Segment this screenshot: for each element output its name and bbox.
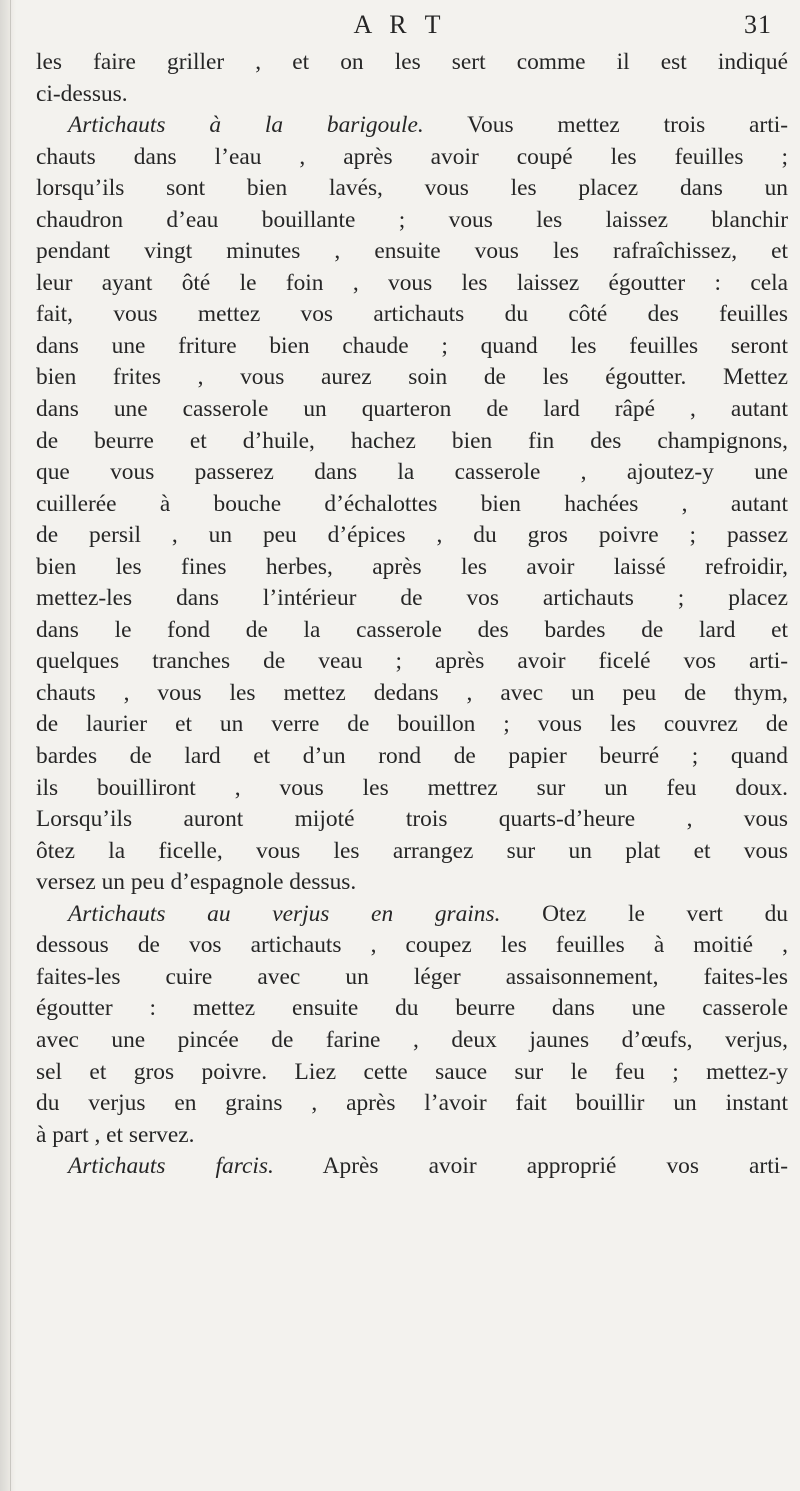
line-text: ci-dessus.: [36, 80, 128, 107]
page-binding-edge: [0, 0, 16, 1491]
line-text: versez un peu d’espagnole dessus.: [36, 869, 357, 896]
line-text: chaudron d’eau bouillante ; vous les laissez blanchir: [36, 206, 788, 233]
running-head: [0, 10, 800, 40]
text-line: [36, 709, 788, 741]
line-text: chauts , vous les mettez dedans , avec un peu de thym,: [36, 679, 788, 706]
recipe-title: Artichauts farcis.: [68, 1153, 274, 1180]
line-text: du verjus en grains , après l’avoir fait bouillir un instant: [36, 1090, 788, 1117]
line-text: Lorsqu’ils auront mijoté trois quarts-d’heure , vous: [36, 806, 788, 833]
line-text: dans une friture bien chaude ; quand les feuilles seront: [36, 332, 788, 359]
text-line: [36, 962, 788, 994]
text-line: [36, 678, 788, 710]
text-line: [36, 299, 788, 331]
text-line: [36, 362, 788, 394]
text-line: [36, 1057, 788, 1089]
line-text: Otez le vert du: [542, 900, 788, 927]
line-text: les faire griller , et on les sert comme il est indiqué: [36, 49, 788, 75]
text-line: [36, 426, 788, 458]
text-line: [36, 110, 788, 142]
body-text: [36, 47, 788, 1183]
line-text: à part , et servez.: [36, 1121, 195, 1148]
text-line: [36, 993, 788, 1025]
text-line: [36, 331, 788, 363]
line-text: bardes de lard et d’un rond de papier beurré ; quand: [36, 743, 788, 770]
line-text: dans le fond de la casserole des bardes de lard et: [36, 616, 788, 643]
line-text: leur ayant ôté le foin , vous les laissez égoutter : cela: [36, 269, 788, 296]
text-line: [36, 394, 788, 426]
text-line: [36, 930, 788, 962]
page-number: 31: [744, 10, 772, 39]
line-text: de laurier et un verre de bouillon ; vous les couvrez de: [36, 711, 788, 738]
text-line: [36, 1088, 788, 1120]
text-line: [36, 1120, 788, 1152]
text-line: [36, 615, 788, 647]
text-line: [36, 205, 788, 237]
line-text: dessous de vos artichauts , coupez les feuilles à moitié ,: [36, 932, 788, 959]
text-line: [36, 79, 788, 111]
text-line: [36, 552, 788, 584]
line-text: mettez-les dans l’intérieur de vos artichauts ; placez: [36, 585, 788, 612]
text-line: [36, 741, 788, 773]
text-line: [36, 583, 788, 615]
line-text: ils bouilliront , vous les mettrez sur un feu doux.: [36, 774, 788, 801]
line-text: ôtez la ficelle, vous les arrangez sur un plat et vous: [36, 837, 788, 864]
line-text: quelques tranches de veau ; après avoir ficelé vos arti-: [36, 648, 788, 675]
line-text: sel et gros poivre. Liez cette sauce sur le feu ; mettez-y: [36, 1058, 788, 1085]
text-line: [36, 489, 788, 521]
line-text: Après avoir approprié vos arti-: [322, 1153, 788, 1180]
line-text: lorsqu’ils sont bien lavés, vous les placez dans un: [36, 175, 788, 202]
recipe-title: Artichauts au verjus en grains.: [68, 900, 501, 927]
text-line: [36, 1151, 788, 1183]
line-text: égoutter : mettez ensuite du beurre dans une casserole: [36, 995, 788, 1022]
line-text: faites-les cuire avec un léger assaisonnement, faites-les: [36, 963, 788, 990]
line-text: bien les fines herbes, après les avoir laissé refroidir,: [36, 553, 788, 580]
text-line: [36, 836, 788, 868]
text-line: [36, 899, 788, 931]
text-line: [36, 804, 788, 836]
text-line: [36, 142, 788, 174]
text-line: [36, 1025, 788, 1057]
line-text: dans une casserole un quarteron de lard râpé , autant: [36, 396, 788, 423]
line-text: de beurre et d’huile, hachez bien fin des champignons,: [36, 427, 788, 454]
line-text: pendant vingt minutes , ensuite vous les rafraîchissez, et: [36, 238, 788, 265]
text-line: [36, 236, 788, 268]
line-text: cuillerée à bouche d’échalottes bien hachées , autant: [36, 490, 788, 517]
text-line: [36, 867, 788, 899]
line-text: avec une pincée de farine , deux jaunes d’œufs, verjus,: [36, 1026, 788, 1053]
text-line: [36, 47, 788, 79]
text-line: [36, 773, 788, 805]
text-line: [36, 457, 788, 489]
line-text: Vous mettez trois arti-: [467, 112, 788, 139]
running-title: A R T: [353, 10, 447, 39]
line-text: fait, vous mettez vos artichauts du côté des feuilles: [36, 301, 788, 328]
text-line: [36, 520, 788, 552]
line-text: chauts dans l’eau , après avoir coupé les feuilles ;: [36, 143, 788, 170]
line-text: bien frites , vous aurez soin de les égoutter. Mettez: [36, 364, 788, 391]
text-line: [36, 173, 788, 205]
line-text: que vous passerez dans la casserole , ajoutez-y une: [36, 459, 788, 486]
text-line: [36, 646, 788, 678]
text-line: [36, 268, 788, 300]
line-text: de persil , un peu d’épices , du gros poivre ; passez: [36, 522, 788, 549]
recipe-title: Artichauts à la barigoule.: [68, 112, 424, 139]
